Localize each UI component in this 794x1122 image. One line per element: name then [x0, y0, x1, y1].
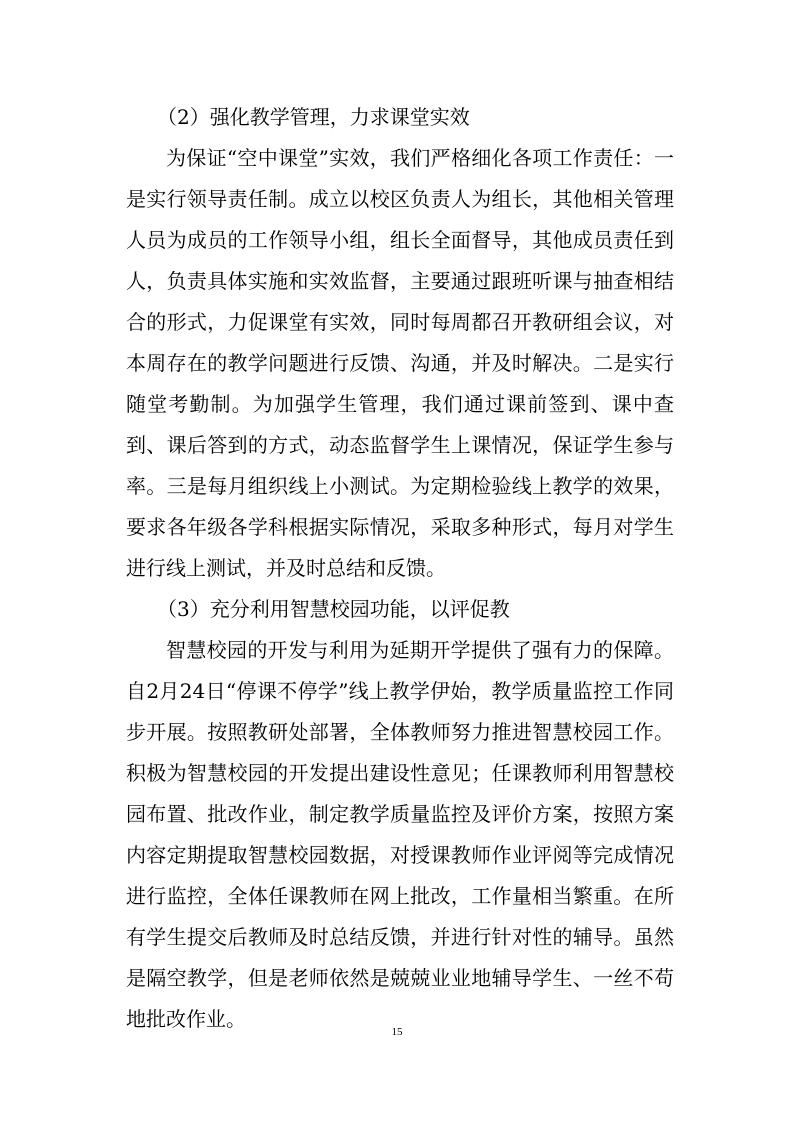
section-paragraph-2: 为保证“空中课堂”实效，我们严格细化各项工作责任：一是实行领导责任制。成立以校区负责人为组长，其他相关管理人员为成员的工作领导小组，组长全面督导，其他成员责任到人，负责具体实施和实效监督，主要通过跟班听课与抽查相结合的形式，力促课堂有实效，同时每周都召开教研组会议，对本周存在的教学问题进行反馈、沟通，并及时解决。二是实行随堂考勤制。为加强学生管理，我们通过课前签到、课中查到、课后答到的方式，动态监督学生上课情况，保证学生参与率。三是每月组织线上小测试。为定期检验线上教学的效果，要求各年级各学科根据实际情况，采取多种形式，每月对学生进行线上测试，并及时总结和反馈。 [126, 146, 674, 580]
section-heading-3: （3）充分利用智慧校园功能，以评促教 [157, 597, 510, 621]
section-paragraph-3: 智慧校园的开发与利用为延期开学提供了强有力的保障。自2月24日“停课不停学”线上教学伊始，教学质量监控工作同步开展。按照教研处部署，全体教师努力推进智慧校园工作。积极为智慧校园的开发提出建设性意见；任课教师利用智慧校园布置、批改作业，制定教学质量监控及评价方案，按照方案内容定期提取智慧校园数据，对授课教师作业评阅等完成情况进行监控，全体任课教师在网上批改，工作量相当繁重。在所有学生提交后教师及时总结反馈，并进行针对性的辅导。虽然是隔空教学，但是老师依然是兢兢业业地辅导学生、一丝不苟地批改作业。 [126, 638, 674, 1031]
document-body [126, 97, 674, 1040]
page-number: 15 [391, 1026, 403, 1038]
section-heading-2: （2）强化教学管理，力求课堂实效 [157, 105, 470, 129]
